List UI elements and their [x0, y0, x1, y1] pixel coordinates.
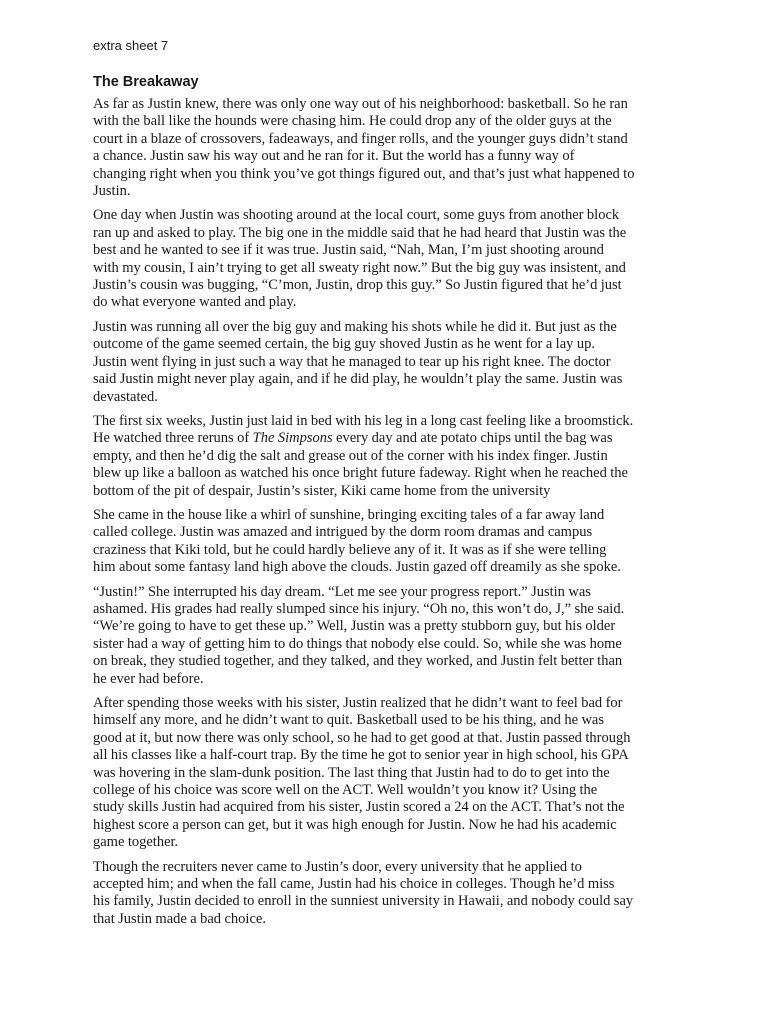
paragraph-2: One day when Justin was shooting around at the local court, some guys from another block ran up and asked to play. The big one in the middle said that he had heard that Justin was the best and he wanted to see if it was true. Justin said, “Nah, Man, I’m just shooting around with my cousin, I ain’t trying to get all sweaty right now.” But the big guy was insistent, and Justin’s cousin was bugging, “C’mon, Justin, drop this guy.” So Justin figured that he’d just do what everyone wanted and play. [93, 207, 627, 311]
paragraph-5: She came in the house like a whirl of sunshine, bringing exciting tales of a far away land called college. Justin was amazed and intrigued by the dorm room dramas and campus craziness that Kiki told, but he could hardly believe any of it. It was as if she were telling him about some fantasy land high above the clouds. Justin gazed off dreamily as she spoke. [93, 506, 621, 576]
document-page [93, 38, 705, 935]
story-title: The Breakaway [93, 74, 199, 90]
show-title: The Simpsons [252, 430, 333, 447]
paragraph-8: Though the recruiters never came to Justin’s door, every university that he applied to accepted him; and when the fall came, Justin had his choice in colleges. Though he’d miss his family, Justin decided to enroll in the sunniest university in Hawaii, and nobody could say that Justin made a bad choice. [93, 858, 634, 927]
paragraph-4: The first six weeks, Justin just laid in bed with his leg in a long cast feeling like a broomstick. He watched three reruns of The Simpsons every day and ate potato chips until the bag was empty, and then he’d dig the salt and grease out of the corner with his index finger. Justin blew up like a balloon as watched his once bright future fadeway. Right when he reached the bottom of the pit of despair, Justin’s sister, Kiki came home from the university [93, 412, 634, 499]
paragraph-7: After spending those weeks with his sister, Justin realized that he didn’t want to feel bad for himself any more, and he didn’t want to quit. Basketball used to be his thing, and he was good at it, but now there was only school, so he had to get good at that. Justin passed through all his classes like a half-court trap. By the time he got to senior year in high school, his GPA was hovering in the slam-dunk position. The last thing that Justin had to do to get into the college of his choice was score well on the ACT. Well wouldn’t you know it? Using the study skills Justin had acquired from his sister, Justin scored a 24 on the ACT. That’s not the highest score a person can get, but it was high enough for Justin. Now he had his academic game together. [93, 695, 631, 851]
paragraph-6: “Justin!” She interrupted his day dream. “Let me see your progress report.” Justin was ashamed. His grades had really slumped since his injury. “Oh no, this won’t do, J,” she said. “We’re going to have to get these up.” Well, Justin was a pretty stubborn guy, but his older sister had a way of getting him to do things that nobody else could. So, while she was home on break, they studied together, and they talked, and they worked, and Justin felt better than he ever had before. [93, 583, 625, 687]
paragraph-3: Justin was running all over the big guy and making his shots while he did it. But just as the outcome of the game seemed certain, the big guy shoved Justin as he went for a lay up. Justin went flying in just such a way that he managed to tear up his right knee. The doctor said Justin might never play again, and if he did play, he wouldn’t play the same. Justin was devastated. [93, 318, 623, 405]
paragraph-1: As far as Justin knew, there was only one way out of his neighborhood: basketball. So he ran with the ball like the hounds were chasing him. He could drop any of the older guys at the court in a blaze of crossovers, fadeaways, and finger rolls, and the younger guys didn’t stand a chance. Justin saw his way out and he ran for it. But the world has a funny way of changing right when you think you’ve got things figured out, and that’s just what happened to Justin. [93, 96, 635, 200]
sheet-label: extra sheet 7 [93, 38, 169, 53]
story-body [93, 96, 705, 928]
